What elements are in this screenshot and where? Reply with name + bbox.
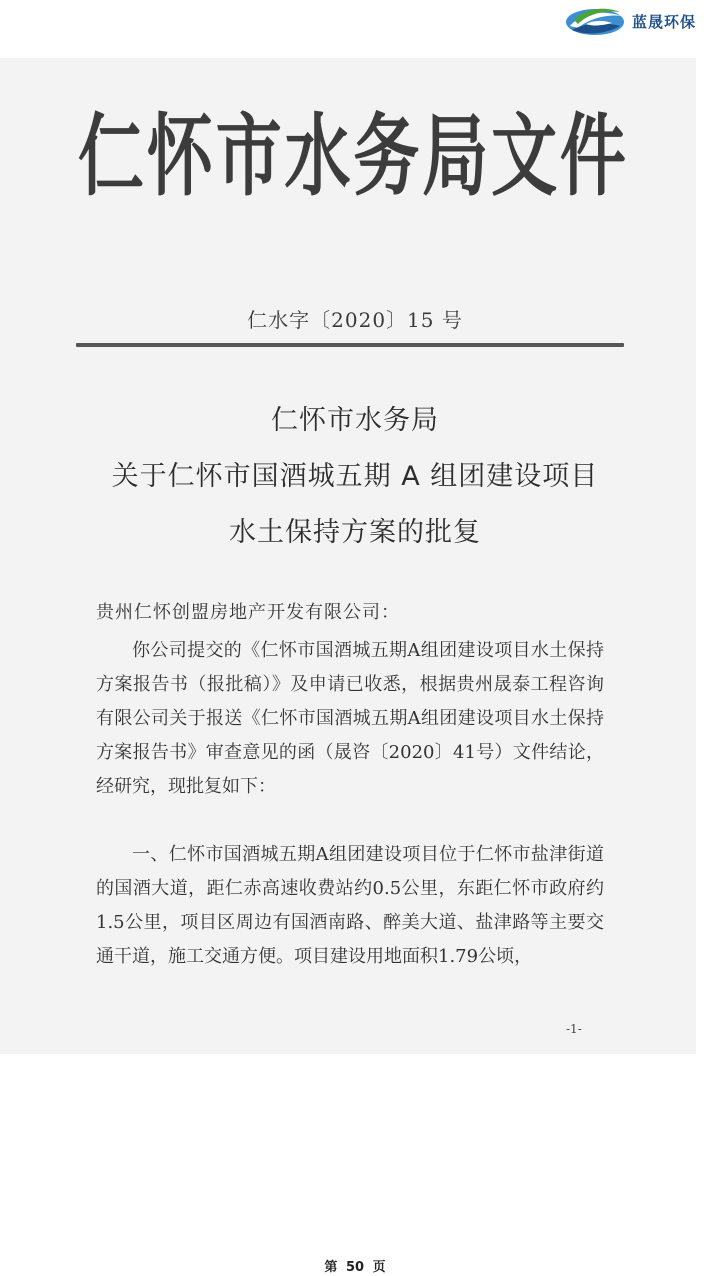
header-char: 件 xyxy=(559,103,626,209)
document-number: 仁水字〔2020〕15 号 xyxy=(247,308,463,332)
header-char: 市 xyxy=(215,103,282,209)
header-divider xyxy=(76,343,624,347)
title-line-subject: 关于仁怀市国酒城五期 A 组团建设项目 xyxy=(111,461,599,492)
scan-page-number: -1- xyxy=(566,1022,582,1036)
addressee: 贵州仁怀创盟房地产开发有限公司： xyxy=(96,602,400,623)
document-header xyxy=(78,98,626,214)
header-char: 务 xyxy=(353,103,420,209)
brand-name: 蓝晟环保 xyxy=(631,12,696,31)
lansheng-logo-icon xyxy=(564,4,626,38)
header-char: 怀 xyxy=(146,103,213,209)
header-char: 局 xyxy=(422,103,489,209)
paragraph-section-one: 一、仁怀市国酒城五期A组团建设项目位于仁怀市盐津街道的国酒大道，距仁赤高速收费站约0.5公里，东距仁怀市政府约1.5公里，项目区周边有国酒南路、醉美大道、盐津路等主要交通干道，施工交通方便。项目建设用地面积1.79公顷， xyxy=(96,844,604,967)
paragraph-intro: 你公司提交的《仁怀市国酒城五期A组团建设项目水土保持方案报告书（报批稿）》及申请已收悉，根据贵州晟泰工程咨询有限公司关于报送《仁怀市国酒城五期A组团建设项目水土保持方案报告书》审查意见的函（晟咨〔2020〕41号）文件结论，经研究，现批复如下： xyxy=(96,640,604,797)
footer-page-number: 第 50 页 xyxy=(324,1260,386,1275)
header-char: 水 xyxy=(284,103,351,209)
header-char: 文 xyxy=(491,103,558,209)
header-char: 仁 xyxy=(78,103,144,209)
title-line-topic: 水土保持方案的批复 xyxy=(229,517,481,548)
title-line-issuer: 仁怀市水务局 xyxy=(271,405,439,436)
brand xyxy=(564,4,696,38)
